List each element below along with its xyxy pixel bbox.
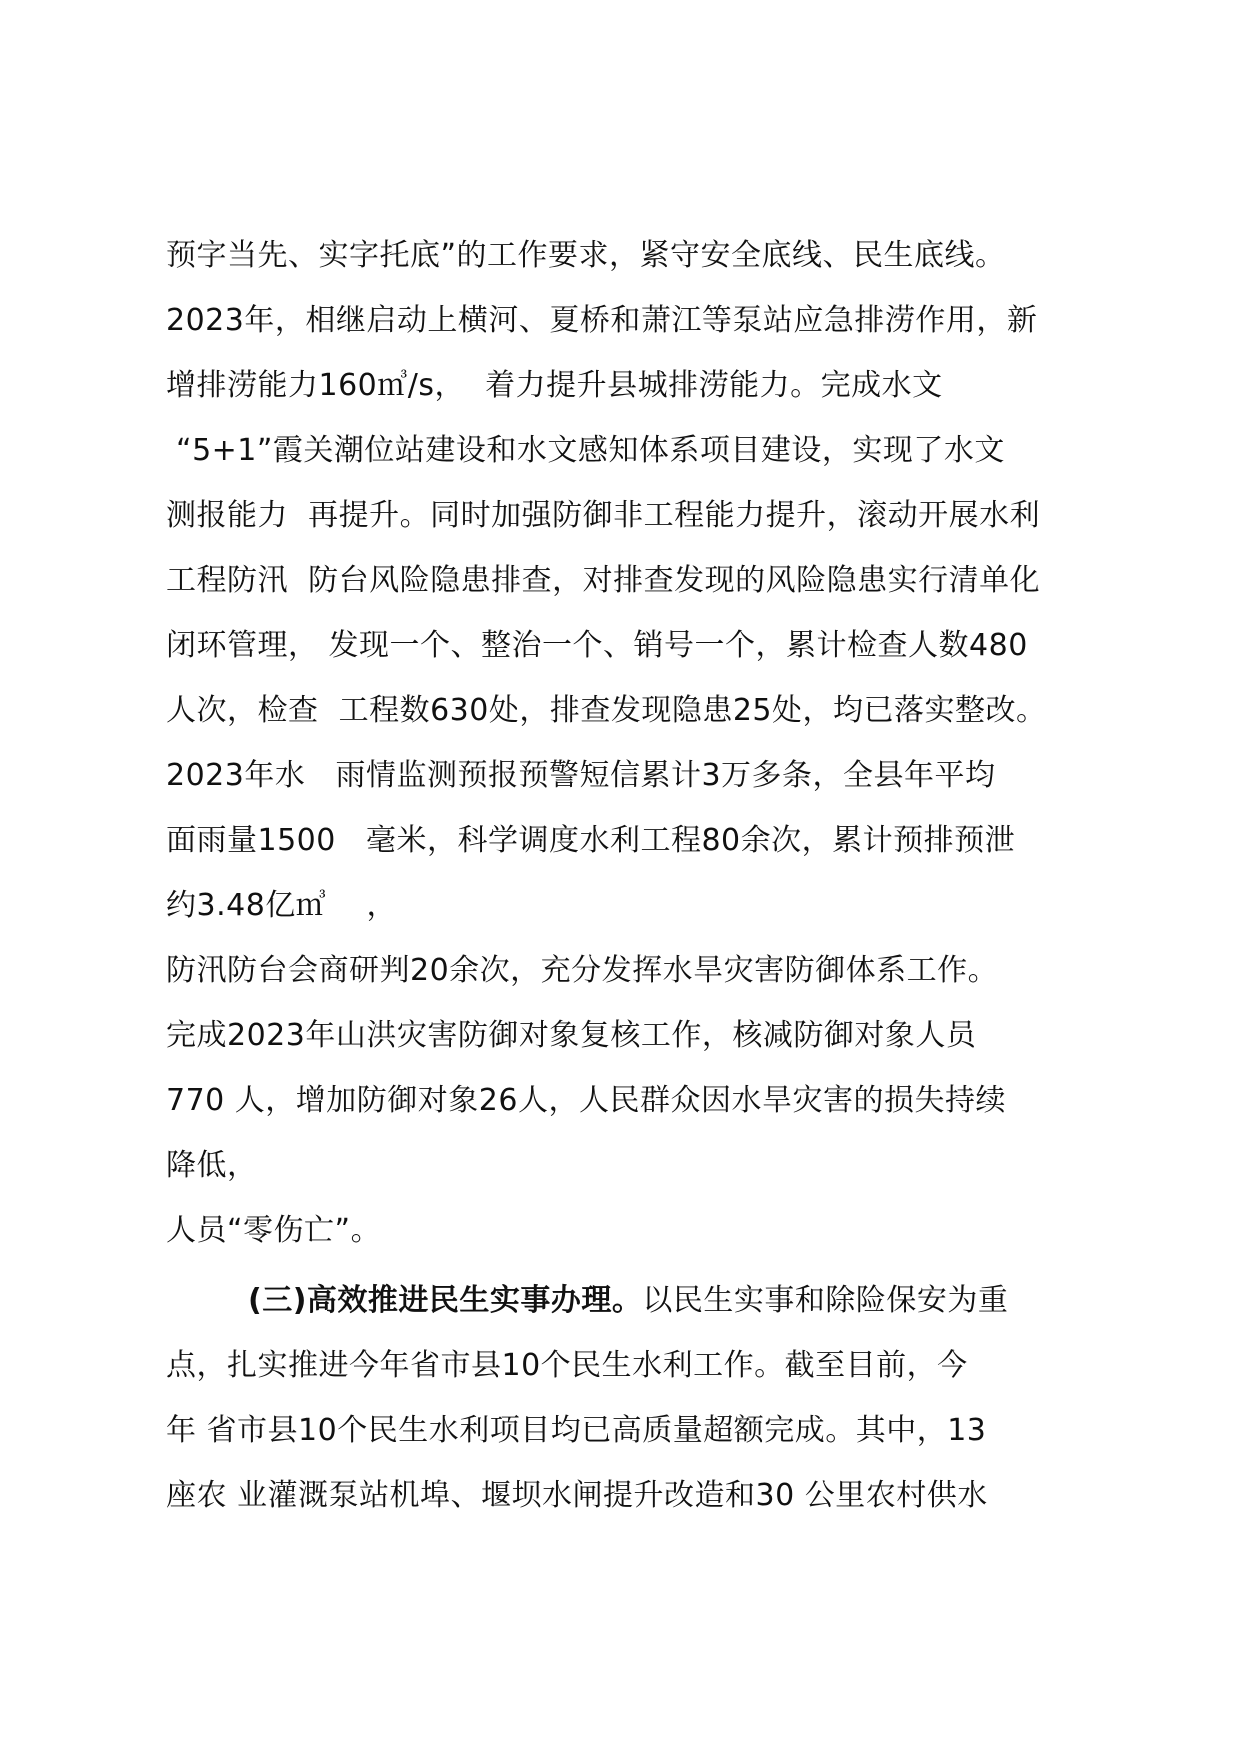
body-text-line: 人员“零伤亡”。 xyxy=(166,1213,382,1248)
body-text-line: 防汛防台会商研判20余次，充分发挥水旱灾害防御体系工作。 xyxy=(166,953,999,988)
body-text-line: 预字当先、实字托底”的工作要求，紧守安全底线、民生底线。 xyxy=(166,238,1006,273)
body-text-line: 面雨量1500 毫米，科学调度水利工程80余次，累计预排预泄 xyxy=(166,823,1016,858)
body-text-line: 测报能力 再提升。同时加强防御非工程能力提升，滚动开展水利 xyxy=(166,498,1041,533)
body-text-line: 完成2023年山洪灾害防御对象复核工作，核减防御对象人员 xyxy=(166,1018,977,1053)
section-heading-line xyxy=(248,1281,1008,1321)
body-text-line: 年 省市县10个民生水利项目均已高质量超额完成。其中，13 xyxy=(166,1413,987,1448)
body-text-line: “5+1”霞关潮位站建设和水文感知体系项目建设，实现了水文 xyxy=(166,433,1005,468)
body-text-line: 2023年水 雨情监测预报预警短信累计3万多条，全县年平均 xyxy=(166,758,996,793)
body-text-line: 增排涝能力160㎥/s， 着力提升县城排涝能力。完成水文 xyxy=(166,368,943,403)
body-text-line: 约3.48亿㎥ ， xyxy=(166,888,397,923)
body-text-line: 2023年，相继启动上横河、夏桥和萧江等泵站应急排涝作用，新 xyxy=(166,303,1038,338)
body-text-line: 座农 业灌溉泵站机埠、堰坝水闸提升改造和30 公里农村供水 xyxy=(166,1478,988,1513)
body-text-line: 工程防汛 防台风险隐患排查，对排查发现的风险隐患实行清单化 xyxy=(166,563,1041,598)
body-text-line: 人次，检查 工程数630处，排查发现隐患25处，均已落实整改。 xyxy=(166,693,1047,728)
section-heading: (三)高效推进民生实事办理。 xyxy=(248,1283,643,1318)
section-heading-text: 以民生实事和除险保安为重 xyxy=(642,1283,1009,1318)
body-text-line: 降低， xyxy=(166,1148,258,1183)
body-text-line: 770 人，增加防御对象26人，人民群众因水旱灾害的损失持续 xyxy=(166,1083,1006,1118)
body-text-line: 闭环管理， 发现一个、整治一个、销号一个，累计检查人数480 xyxy=(166,628,1028,663)
body-text-line: 点，扎实推进今年省市县10个民生水利工作。截至目前，今 xyxy=(166,1348,968,1383)
